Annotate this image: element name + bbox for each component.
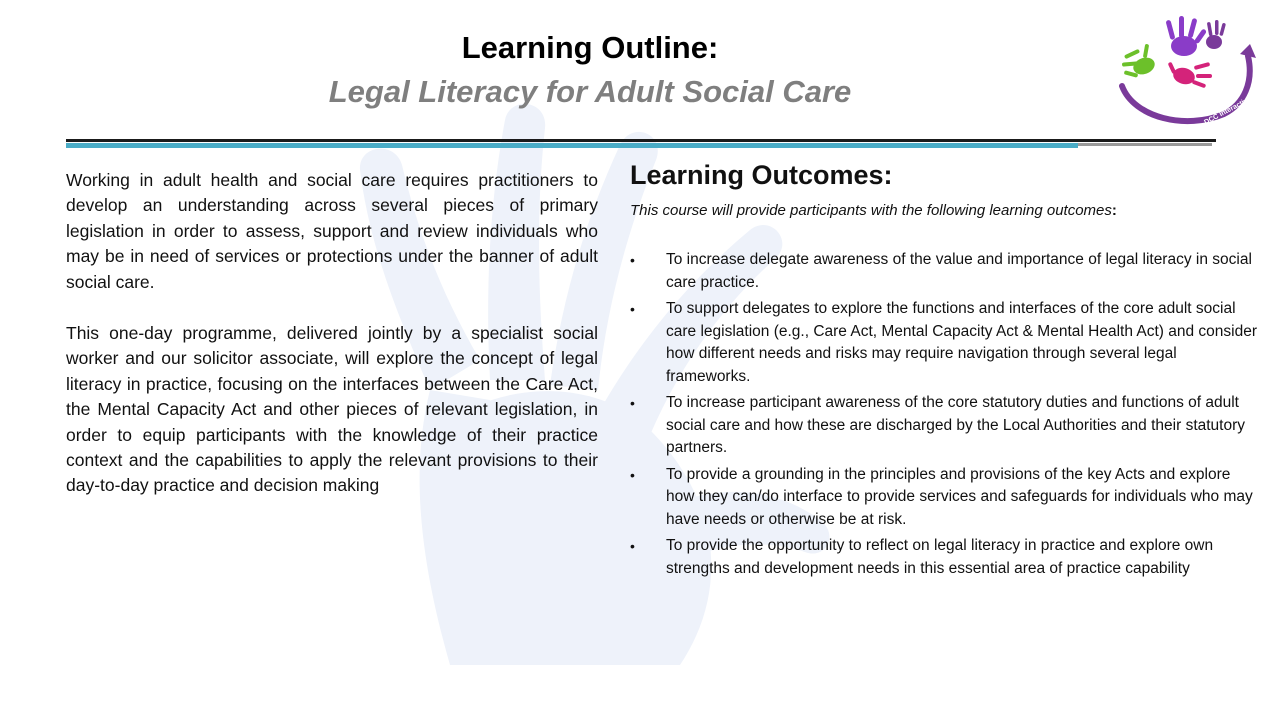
outcomes-list: [630, 249, 1260, 580]
outcomes-intro-colon: :: [1111, 202, 1117, 219]
outcome-text: To support delegates to explore the functions and interfaces of the core adult social care legislation (e.g., Care Act, Mental Capacity Act & Mental Health Act) and consider how different needs and risks may require navigation through several legal frameworks.: [666, 300, 1258, 385]
list-item: [630, 392, 1260, 460]
bullet-icon: •: [630, 538, 635, 554]
title-block: [0, 28, 1180, 116]
list-item: [630, 535, 1260, 580]
list-item: [630, 298, 1260, 388]
bullet-icon: •: [630, 301, 635, 317]
learning-outcomes-section: [630, 156, 1260, 584]
magenta-hand-icon: [1168, 62, 1212, 89]
arrow-head-icon: [1240, 44, 1256, 58]
list-item: [630, 249, 1260, 294]
outcome-text: To increase participant awareness of the core statutory duties and functions of adult social care and how these are discharged by the Local Authorities and their statutory partners.: [666, 394, 1246, 456]
divider-blue-line: [66, 143, 1078, 148]
outcomes-heading: Learning Outcomes:: [630, 160, 893, 190]
purple-hand-icon: [1165, 16, 1207, 56]
page-title: Learning Outline:: [461, 30, 719, 65]
bullet-icon: •: [630, 395, 635, 411]
description-paragraph: Working in adult health and social care requires practitioners to develop an understanding across several pieces of primary legislation in order to assess, support and review individuals who may be in need of services or protections under the banner of adult social care.: [66, 170, 598, 292]
outcomes-intro-text: This course will provide participants with the following learning outcomes: [630, 202, 1112, 219]
title-divider: [66, 139, 1216, 149]
description-column: [66, 168, 598, 525]
logo-text: DCC Interactive: [1203, 95, 1253, 127]
divider-dark-line: [66, 139, 1216, 142]
list-item: [630, 464, 1260, 532]
bullet-icon: •: [630, 252, 635, 268]
outcome-text: To provide a grounding in the principles and provisions of the key Acts and explore how they can/do interface to provide services and safeguards for individuals who may have needs or otherwise be at risk.: [666, 465, 1253, 528]
bullet-icon: •: [630, 466, 635, 483]
page-subtitle: Legal Literacy for Adult Social Care: [328, 74, 852, 109]
divider-grey-line: [1078, 143, 1212, 146]
violet-hand-icon: [1206, 20, 1226, 49]
outcomes-intro: [630, 200, 1260, 222]
dcc-interactive-logo: [1116, 14, 1258, 130]
outcome-text: To provide the opportunity to reflect on legal literacy in practice and explore own strengths and development needs in this essential area of practice capability: [666, 537, 1214, 577]
outcome-text: To increase delegate awareness of the value and importance of legal literacy in social care practice.: [666, 251, 1252, 291]
green-hand-icon: [1122, 44, 1157, 78]
description-paragraph: This one-day programme, delivered jointly by a specialist social worker and our solicitor associate, will explore the concept of legal literacy in practice, focusing on the interfaces between the Care Act, the Mental Capacity Act and other pieces of relevant legislation, in order to equip participants with the knowledge of their practice context and the capabilities to apply the relevant provisions to their day-to-day practice and decision making: [66, 323, 598, 496]
